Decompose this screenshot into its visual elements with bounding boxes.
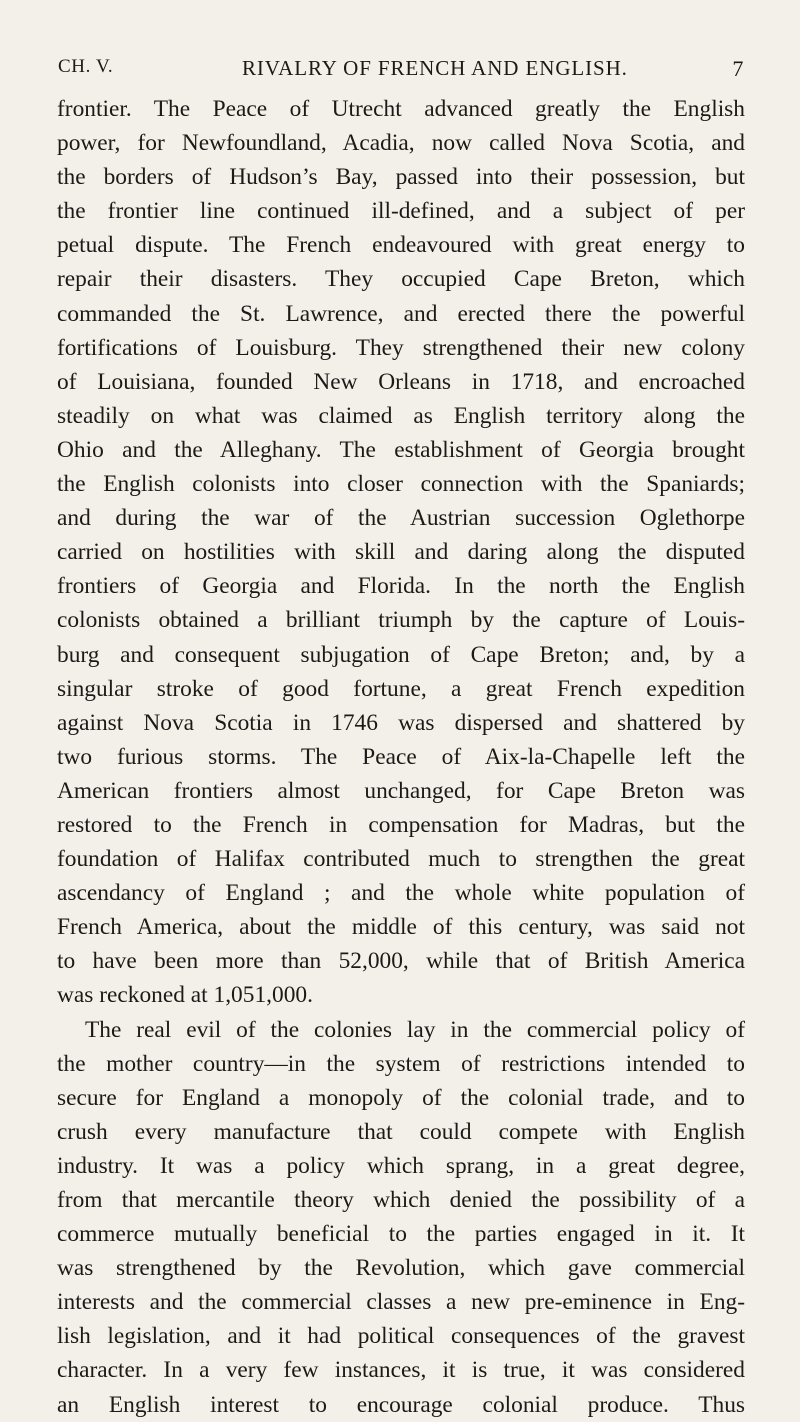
text-line: carried on hostilities with skill and daring along the disputed xyxy=(57,539,745,566)
text-line: burg and consequent subjugation of Cape Breton; and, by a xyxy=(57,641,745,668)
text-line: secure for England a monopoly of the colonial trade, and to xyxy=(57,1084,745,1111)
page-number: 7 xyxy=(732,56,744,81)
text-line: crush every manufacture that could compete with English xyxy=(57,1118,745,1145)
body-text xyxy=(57,92,745,1422)
text-line: from that mercantile theory which denied the possibility of a xyxy=(57,1187,745,1213)
running-header xyxy=(58,56,744,86)
text-line: character. In a very few instances, it is true, it was considered xyxy=(57,1357,745,1384)
text-line: an English interest to encourage colonial produce. Thus xyxy=(57,1391,745,1418)
text-line: against Nova Scotia in 1746 was dispersed and shattered by xyxy=(57,709,745,736)
chapter-label: CH. V. xyxy=(58,56,114,77)
text-line: Ohio and the Alleghany. The establishment of Georgia brought xyxy=(57,436,745,463)
text-line: was reckoned at 1,051,000. xyxy=(57,982,313,1009)
text-line: the English colonists into closer connection with the Spaniards; xyxy=(57,471,745,498)
text-line: and during the war of the Austrian succession Oglethorpe xyxy=(57,505,745,532)
text-line: industry. It was a policy which sprang, in a great degree, xyxy=(57,1152,745,1179)
text-line: commanded the St. Lawrence, and erected there the powerful xyxy=(57,300,745,327)
text-line: steadily on what was claimed as English territory along the xyxy=(57,402,745,429)
text-line: repair their disasters. They occupied Cape Breton, which xyxy=(57,266,745,293)
text-line: petual dispute. The French endeavoured with great energy to xyxy=(57,232,745,259)
text-line: was strengthened by the Revolution, which gave commercial xyxy=(57,1255,745,1282)
text-line: to have been more than 52,000, while that of British America xyxy=(57,948,745,975)
text-line: interests and the commercial classes a new pre-eminence in Eng- xyxy=(57,1289,745,1316)
text-line: restored to the French in compensation for Madras, but the xyxy=(57,811,745,838)
text-line: ascendancy of England ; and the whole white population of xyxy=(57,880,745,907)
text-line: frontier. The Peace of Utrecht advanced greatly the English xyxy=(57,96,745,122)
text-line: of Louisiana, founded New Orleans in 1718, and encroached xyxy=(57,368,745,395)
text-line: The real evil of the colonies lay in the commercial policy of xyxy=(85,1016,745,1043)
text-line: foundation of Halifax contributed much to strengthen the great xyxy=(57,846,745,873)
text-line: power, for Newfoundland, Acadia, now called Nova Scotia, and xyxy=(57,130,745,157)
text-line: two furious storms. The Peace of Aix-la-Chapelle left the xyxy=(57,743,745,770)
text-line: colonists obtained a brilliant triumph by the capture of Louis- xyxy=(57,607,745,634)
running-title: RIVALRY OF FRENCH AND ENGLISH. xyxy=(242,56,628,80)
text-line: the mother country—in the system of restrictions intended to xyxy=(57,1050,745,1077)
text-line: frontiers of Georgia and Florida. In the north the English xyxy=(57,573,745,600)
text-line: American frontiers almost unchanged, for Cape Breton was xyxy=(57,777,745,804)
text-line: singular stroke of good fortune, a great French expedition xyxy=(57,675,745,702)
text-line: the frontier line continued ill-defined, and a subject of per xyxy=(57,198,745,225)
text-line: lish legislation, and it had political consequences of the gravest xyxy=(57,1323,745,1350)
text-line: the borders of Hudson’s Bay, passed into their possession, but xyxy=(57,164,745,191)
text-line: commerce mutually beneficial to the parties engaged in it. It xyxy=(57,1221,745,1248)
text-line: French America, about the middle of this century, was said not xyxy=(57,914,745,941)
text-line: fortifications of Louisburg. They strengthened their new colony xyxy=(57,334,745,361)
